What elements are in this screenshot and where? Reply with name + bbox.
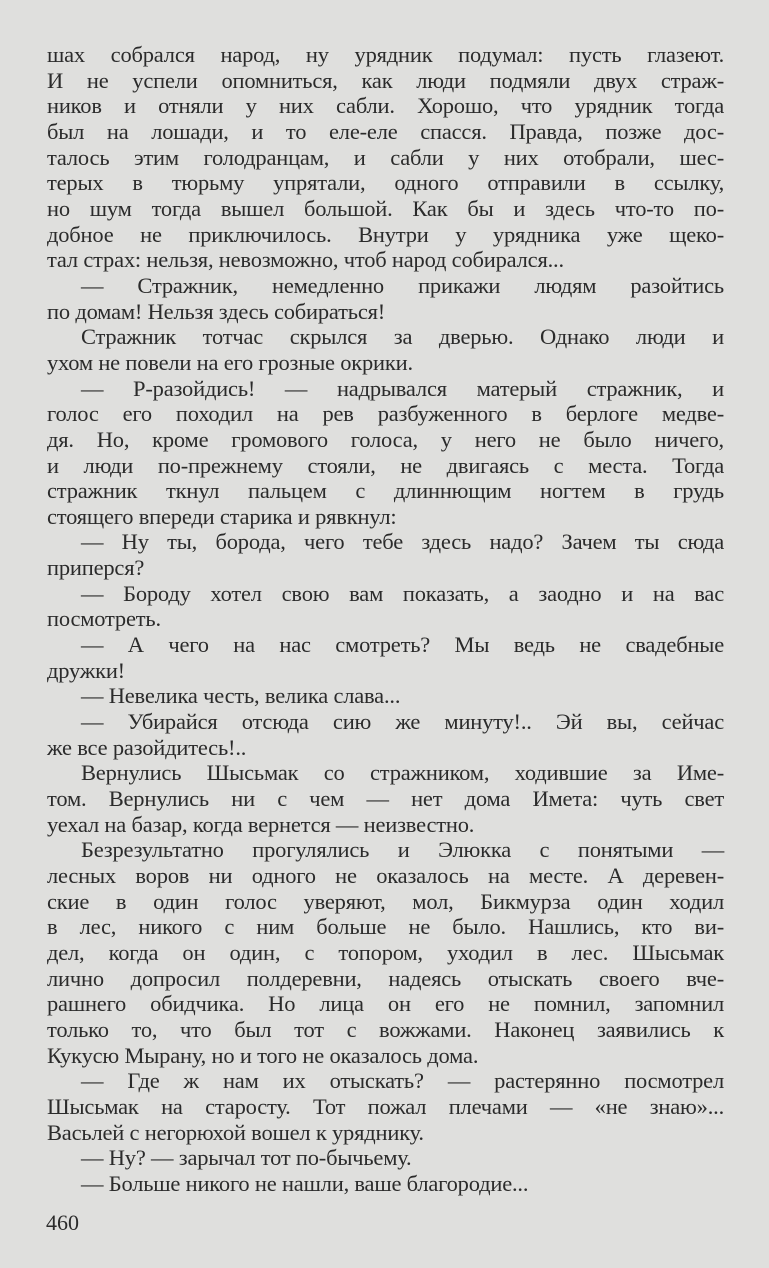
- text-line: ников и отняли у них сабли. Хорошо, что урядник тогда: [47, 93, 724, 119]
- text-line: добное не приключилось. Внутри у урядника уже щеко-: [47, 221, 724, 247]
- text-line: но шум тогда вышел большой. Как бы и здесь что-то по-: [47, 195, 724, 221]
- text-line: шах собрался народ, ну урядник подумал: пусть глазеют.: [47, 42, 724, 67]
- text-line: дружки!: [47, 657, 125, 683]
- text-line: посмотреть.: [47, 606, 161, 632]
- text-line: — Ну? — зарычал тот по-бычьему.: [81, 1145, 412, 1171]
- text-line: ские в один голос уверяют, мол, Бикмурза один ходил: [47, 888, 724, 914]
- text-line: Безрезультатно прогулялись и Элюкка с понятыми —: [81, 837, 724, 863]
- text-line: уехал на базар, когда вернется — неизвестно.: [47, 811, 475, 837]
- page-number: 460: [46, 1210, 79, 1235]
- text-line: — Невелика честь, велика слава...: [81, 683, 401, 709]
- text-line: Стражник тотчас скрылся за дверью. Однако люди и: [81, 324, 724, 350]
- text-line: том. Вернулись ни с чем — нет дома Имета: чуть свет: [47, 786, 724, 812]
- text-line: Васьлей с негорюхой вошел к уряднику.: [47, 1119, 424, 1145]
- text-line: талось этим голодранцам, и сабли у них отобрали, шес-: [47, 144, 724, 170]
- text-line: голос его походил на рев разбуженного в берлоге медве-: [47, 401, 724, 427]
- text-line: Вернулись Шысьмак со стражником, ходившие за Име-: [81, 760, 724, 786]
- text-line: же все разойдитесь!..: [47, 734, 247, 760]
- text-line: — Стражник, немедленно прикажи людям разойтись: [81, 272, 724, 298]
- text-line: рашнего обидчика. Но лица он его не помнил, запомнил: [47, 991, 724, 1017]
- text-line: — Больше никого не нашли, ваше благородие...: [81, 1170, 529, 1196]
- text-line: и люди по-прежнему стояли, не двигаясь с места. Тогда: [47, 452, 724, 478]
- text-line: Шысьмак на старосту. Тот пожал плечами — «не знаю»...: [47, 1093, 724, 1119]
- text-line: — Ну ты, борода, чего тебе здесь надо? Зачем ты сюда: [81, 529, 724, 555]
- text-line: — Р-разойдись! — надрывался матерый стражник, и: [81, 375, 724, 401]
- text-line: дел, когда он один, с топором, уходил в лес. Шысьмак: [47, 939, 724, 965]
- text-line: в лес, никого с ним больше не было. Нашлись, кто ви-: [47, 914, 724, 940]
- text-line: стоящего впереди старика и рявкнул:: [47, 503, 397, 529]
- text-line: Кукусю Мырану, но и того не оказалось дома.: [47, 1042, 479, 1068]
- text-line: И не успели опомниться, как люди подмяли двух страж-: [47, 67, 724, 93]
- text-line: тал страх: нельзя, невозможно, чтоб народ собирался...: [47, 247, 564, 273]
- text-line: терых в тюрьму упрятали, одного отправили в ссылку,: [47, 170, 724, 196]
- text-line: — Где ж нам их отыскать? — растерянно посмотрел: [81, 1068, 724, 1094]
- text-line: лесных воров ни одного не оказалось на месте. А деревен-: [47, 863, 724, 888]
- text-line: дя. Но, кроме громового голоса, у него не было ничего,: [47, 426, 724, 452]
- text-line: — Бороду хотел свою вам показать, а заодно и на вас: [81, 580, 724, 606]
- text-line: ухом не повели на его грозные окрики.: [47, 349, 413, 375]
- text-line: — Убирайся отсюда сию же минуту!.. Эй вы, сейчас: [81, 709, 724, 735]
- text-line: только то, что был тот с вожжами. Наконец заявились к: [47, 1016, 724, 1042]
- text-line: лично допросил полдеревни, надеясь отыскать своего вче-: [47, 965, 724, 991]
- text-line: стражник ткнул пальцем с длиннющим ногтем в грудь: [47, 478, 724, 504]
- text-line: приперся?: [47, 555, 145, 581]
- text-line: — А чего на нас смотреть? Мы ведь не свадебные: [81, 632, 724, 658]
- text-line: был на лошади, и то еле-еле спасся. Правда, позже дос-: [47, 118, 724, 144]
- text-line: по домам! Нельзя здесь собираться!: [47, 298, 386, 324]
- book-page-text: [47, 42, 724, 1197]
